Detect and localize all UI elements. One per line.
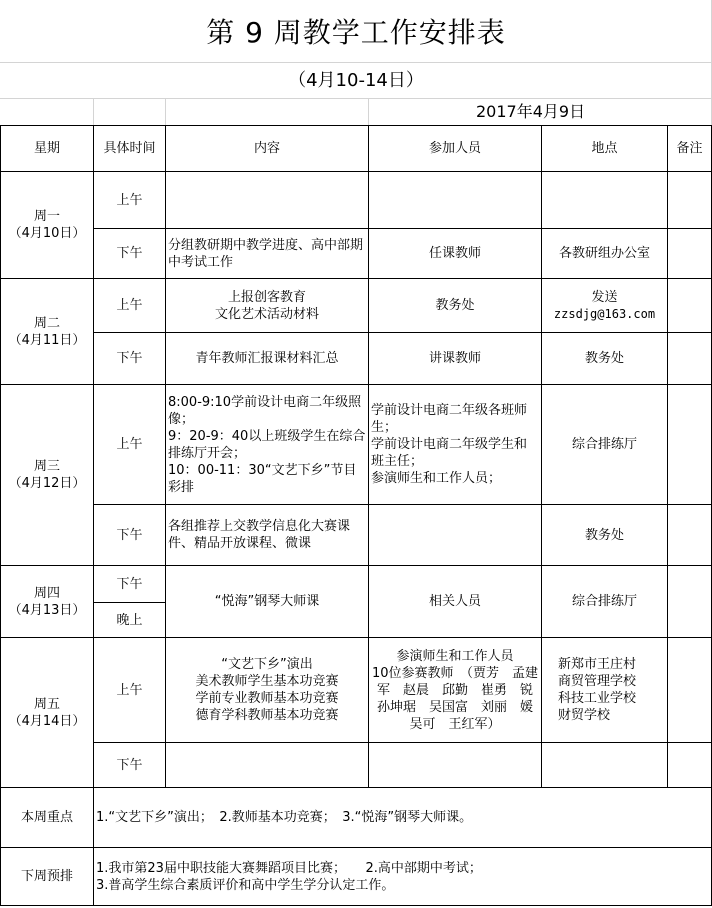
preview-row <box>1 848 712 906</box>
participants-cell <box>369 172 542 229</box>
table-row <box>1 333 712 385</box>
day-cell-wed <box>1 385 94 566</box>
day-date: （4月10日） <box>8 226 86 241</box>
participants-cell: 讲课教师 <box>369 333 542 385</box>
content-line: 学前专业教师基本功竞赛 <box>195 691 339 706</box>
table-row <box>1 229 712 279</box>
day-cell-fri <box>1 638 94 788</box>
location-cell: 各教研组办公室 <box>542 229 668 279</box>
date-range-subtitle: （4月10-14日） <box>288 70 424 91</box>
participants-cell: 任课教师 <box>369 229 542 279</box>
day-date: （4月12日） <box>8 476 86 491</box>
note-cell <box>668 743 712 788</box>
participants-cell <box>369 505 542 566</box>
table-row <box>1 279 712 333</box>
day-name: 周一 <box>33 209 60 224</box>
participants-cell <box>369 385 542 505</box>
focus-row <box>1 788 712 848</box>
content-line: “文艺下乡”演出 <box>221 657 313 672</box>
note-cell <box>668 333 712 385</box>
email-address: zzsdjg@163.com <box>553 306 656 321</box>
content-cell: 青年教师汇报课材料汇总 <box>166 333 369 385</box>
location-cell <box>542 172 668 229</box>
location-cell: 教务处 <box>542 333 668 385</box>
note-cell <box>668 279 712 333</box>
location-line: 新郑市王庄村 <box>558 657 637 672</box>
issue-date: 2017年4月9日 <box>476 102 586 121</box>
day-name: 周五 <box>33 696 60 712</box>
period-cell: 上午 <box>94 638 166 743</box>
preview-line: 3.普高学生综合素质评价和高中学生学分认定工作。 <box>96 877 395 893</box>
period-cell: 下午 <box>94 743 166 788</box>
table-row <box>1 566 712 603</box>
location-cell: 综合排练厅 <box>542 566 668 638</box>
content-line: 8:00-9:10学前设计电商二年级照像； <box>168 394 362 427</box>
header-time: 具体时间 <box>94 126 166 172</box>
location-cell: 教务处 <box>542 505 668 566</box>
note-cell <box>668 505 712 566</box>
day-cell-mon <box>1 172 94 279</box>
participants-line: 参演师生和工作人员； <box>371 471 502 486</box>
period-cell: 下午 <box>94 566 166 603</box>
participants-cell <box>369 743 542 788</box>
participants-line: 10位参赛教师 （贾芳 孟建军 赵晨 邱勤 崔勇 锐 孙坤琚 吴国富 刘丽 媛 吴可 王红军） <box>371 665 547 732</box>
period-cell: 上午 <box>94 385 166 505</box>
note-cell <box>668 638 712 743</box>
content-cell <box>166 743 369 788</box>
content-cell <box>166 638 369 743</box>
header-location: 地点 <box>542 126 668 172</box>
content-line: 德育学科教师基本功竞赛 <box>195 708 339 723</box>
page-title: 第 9 周教学工作安排表 <box>206 16 506 49</box>
table-row <box>1 172 712 229</box>
day-cell-tue <box>1 279 94 385</box>
day-name: 周四 <box>33 585 60 601</box>
location-line: 科技工业学校 <box>558 691 637 706</box>
content-line: 文化艺术活动材料 <box>214 306 319 322</box>
schedule-table <box>0 125 712 906</box>
participants-cell: 教务处 <box>369 279 542 333</box>
period-cell: 上午 <box>94 279 166 333</box>
table-row <box>1 743 712 788</box>
period-cell: 下午 <box>94 229 166 279</box>
participants-cell: 相关人员 <box>369 566 542 638</box>
content-cell <box>166 279 369 333</box>
table-row <box>1 385 712 505</box>
location-cell <box>542 743 668 788</box>
day-date: （4月14日） <box>8 713 86 729</box>
day-date: （4月11日） <box>8 332 86 348</box>
content-line: 10：00-11：30“文艺下乡”节目彩排 <box>168 462 357 495</box>
content-line: 美术教师学生基本功竞赛 <box>195 674 339 689</box>
day-date: （4月13日） <box>8 602 86 618</box>
table-row <box>1 638 712 743</box>
participants-cell <box>369 638 547 743</box>
note-cell <box>668 385 712 505</box>
participants-line: 参演师生和工作人员 <box>396 648 514 664</box>
day-name: 周二 <box>33 315 60 331</box>
day-name: 周三 <box>33 459 60 474</box>
preview-text <box>94 848 712 906</box>
note-cell <box>668 566 712 638</box>
content-line: 9：20-9：40以上班级学生在综合排练厅开会； <box>168 428 366 461</box>
content-cell <box>166 172 369 229</box>
period-cell: 下午 <box>94 505 166 566</box>
period-cell: 下午 <box>94 333 166 385</box>
preview-label: 下周预排 <box>1 848 94 906</box>
header-row <box>1 126 712 172</box>
period-cell: 上午 <box>94 172 166 229</box>
header-note: 备注 <box>668 126 712 172</box>
participants-line: 学前设计电商二年级学生和班主任； <box>371 437 528 469</box>
preview-line: 1.我市第23届中职技能大赛舞蹈项目比赛； 2.高中部期中考试； <box>96 860 482 876</box>
content-cell <box>166 385 369 505</box>
note-cell <box>668 172 712 229</box>
content-cell: 分组教研期中教学进度、高中部期中考试工作 <box>166 229 369 279</box>
content-cell: “悦海”钢琴大师课 <box>166 566 369 638</box>
content-line: 上报创客教育 <box>227 289 306 305</box>
header-day: 星期 <box>1 126 94 172</box>
focus-label: 本周重点 <box>1 788 94 848</box>
participants-line: 学前设计电商二年级各班师生； <box>371 403 528 435</box>
period-cell: 晚上 <box>94 603 166 638</box>
header-participants: 参加人员 <box>369 126 542 172</box>
content-cell: 各组推荐上交教学信息化大赛课件、精品开放课程、微课 <box>166 505 369 566</box>
location-line: 财贸学校 <box>558 708 611 723</box>
location-cell <box>542 638 668 743</box>
location-line: 发送 <box>591 289 618 305</box>
header-content: 内容 <box>166 126 369 172</box>
day-cell-thu <box>1 566 94 638</box>
location-cell: 综合排练厅 <box>542 385 668 505</box>
location-cell <box>542 279 668 333</box>
location-line: 商贸管理学校 <box>558 674 637 689</box>
focus-text: 1.“文艺下乡”演出； 2.教师基本功竞赛； 3.“悦海”钢琴大师课。 <box>94 788 712 848</box>
table-row <box>1 505 712 566</box>
note-cell <box>668 229 712 279</box>
